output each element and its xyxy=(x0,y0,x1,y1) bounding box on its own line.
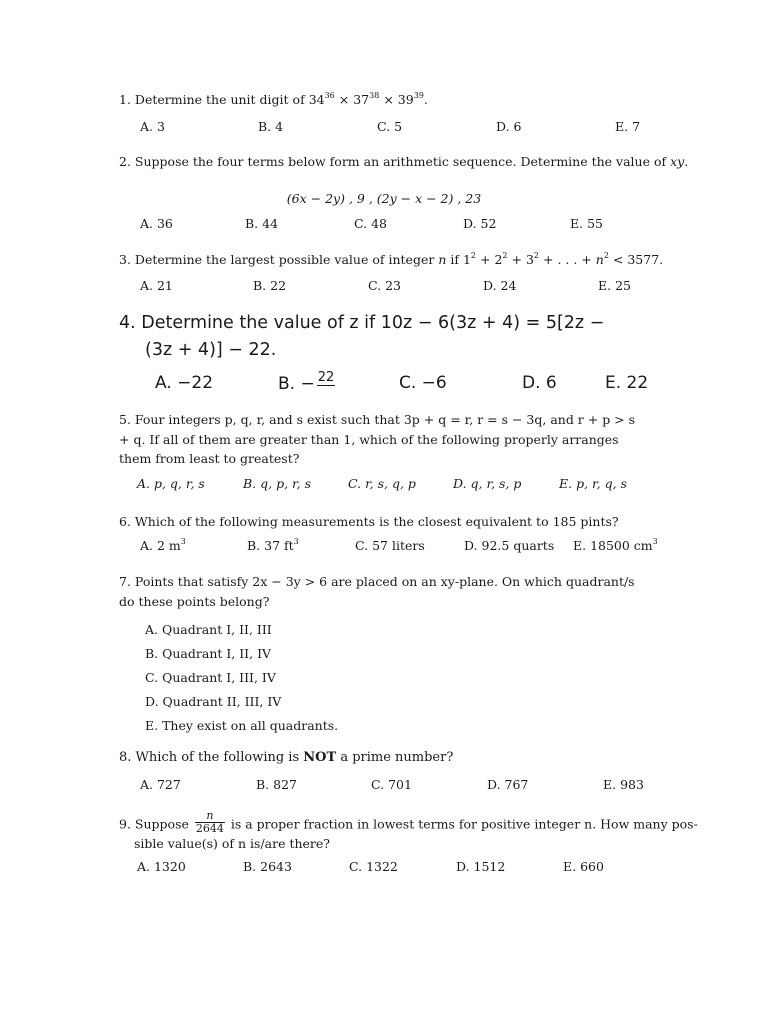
option-a[interactable] xyxy=(140,538,186,553)
option-c[interactable]: C. −6 xyxy=(399,373,447,393)
question-text: if xyxy=(450,252,459,267)
option-b[interactable]: B. q, p, r, s xyxy=(243,476,311,491)
question-3-options xyxy=(0,278,768,298)
math-base: 1 xyxy=(462,252,471,267)
option-d[interactable]: D. 1512 xyxy=(456,859,506,874)
question-2-stem xyxy=(119,152,688,171)
question-7-stem xyxy=(119,572,647,611)
option-e[interactable]: E. They exist on all quadrants. xyxy=(145,718,339,733)
question-number: 2. xyxy=(119,154,131,169)
math-operator: < 3577. xyxy=(612,252,664,267)
fraction xyxy=(317,370,336,392)
question-4-stem xyxy=(119,310,604,364)
question-text: 4. Determine the value of z if 10z − 6(3z + 4) = 5[2z − xyxy=(119,313,605,333)
math-variable: n xyxy=(595,252,604,267)
emphasis-text: NOT xyxy=(303,750,337,765)
question-8-stem xyxy=(119,748,453,767)
math-operator: + xyxy=(480,252,491,267)
punctuation: . xyxy=(684,154,689,169)
option-a[interactable]: A. Quadrant I, II, III xyxy=(145,622,272,637)
question-text: sible value(s) of n is/are there? xyxy=(134,836,331,851)
question-5-stem xyxy=(119,410,647,469)
question-text: Determine the unit digit of xyxy=(134,92,305,107)
option-a[interactable]: A. 3 xyxy=(140,119,165,134)
math-base: 39 xyxy=(397,92,414,107)
question-text: (3z + 4)] − 22. xyxy=(145,340,277,360)
math-exponent: 38 xyxy=(369,90,380,100)
option-c[interactable]: C. 23 xyxy=(368,278,401,293)
option-b[interactable]: B. 827 xyxy=(256,777,297,792)
question-7-options xyxy=(145,618,338,738)
math-exponent: 39 xyxy=(413,90,424,100)
math-exponent: 2 xyxy=(470,250,477,260)
option-d[interactable]: D. 52 xyxy=(463,216,497,231)
option-d[interactable]: D. 767 xyxy=(487,777,529,792)
option-e[interactable]: E. 7 xyxy=(615,119,641,134)
question-1-options xyxy=(0,119,768,139)
option-b[interactable]: B. 2643 xyxy=(243,859,292,874)
question-text: is a proper fraction in lowest terms for positive integer n. How many pos- xyxy=(230,816,698,832)
question-text: Suppose the four terms below form an arithmetic sequence. Determine the value of xyxy=(134,154,667,169)
question-3-stem xyxy=(119,250,663,269)
option-a[interactable]: A. 1320 xyxy=(137,859,186,874)
option-a[interactable]: A. 36 xyxy=(140,216,173,231)
option-e[interactable]: E. 983 xyxy=(603,777,644,792)
question-text: Which of the following measurements is the closest equivalent to 185 pints? xyxy=(134,514,619,529)
math-operator: × xyxy=(383,92,394,107)
question-5-options xyxy=(0,476,768,496)
option-c[interactable]: C. 48 xyxy=(354,216,387,231)
option-b[interactable]: B. Quadrant I, II, IV xyxy=(145,646,272,661)
question-text: Suppose xyxy=(134,816,189,832)
punctuation: . xyxy=(423,92,428,107)
option-label: B. 37 ft xyxy=(247,538,294,553)
math-variable: xy xyxy=(670,154,685,169)
question-2-options xyxy=(0,216,768,236)
option-d[interactable]: D. 6 xyxy=(496,119,522,134)
math-operator: + xyxy=(511,252,522,267)
question-6-stem xyxy=(119,512,619,531)
question-4-options xyxy=(0,370,768,399)
option-c[interactable]: C. 5 xyxy=(377,119,403,134)
option-e[interactable]: E. p, r, q, s xyxy=(559,476,627,491)
question-number: 8. xyxy=(119,750,132,765)
option-b[interactable] xyxy=(278,370,337,395)
option-label: A. 2 m xyxy=(140,538,181,553)
option-d[interactable]: D. 6 xyxy=(522,373,557,393)
question-number: 9. xyxy=(119,816,131,832)
option-c[interactable]: C. Quadrant I, III, IV xyxy=(145,670,276,685)
option-a[interactable]: A. p, q, r, s xyxy=(137,476,205,491)
question-number: 6. xyxy=(119,514,131,529)
question-2-sequence xyxy=(0,189,768,208)
math-operator: + . . . + xyxy=(543,252,592,267)
question-text: Four integers p, q, r, and s exist such that 3p + q = r, r = s − 3q, and r + p > s + q. If all of them are greater than 1, which of the following properly arranges them from least to greatest? xyxy=(119,412,636,466)
question-8-options xyxy=(0,777,768,797)
option-e[interactable]: E. 25 xyxy=(598,278,631,293)
math-base: 37 xyxy=(353,92,370,107)
option-d[interactable]: D. 24 xyxy=(483,278,517,293)
option-e[interactable]: E. 55 xyxy=(570,216,603,231)
option-b[interactable] xyxy=(247,538,299,553)
math-expression: (6x − 2y) , 9 , (2y − x − 2) , 23 xyxy=(286,191,482,206)
fraction-bar xyxy=(317,385,336,392)
option-b[interactable]: B. 44 xyxy=(245,216,279,231)
question-text: Points that satisfy 2x − 3y > 6 are placed on an xy-plane. On which quadrant/s do these points belong? xyxy=(119,574,635,609)
fraction xyxy=(195,809,225,835)
question-number: 3. xyxy=(119,252,131,267)
question-9-options xyxy=(0,859,768,879)
math-base: 2 xyxy=(494,252,503,267)
question-6-options xyxy=(0,538,768,558)
math-base: 34 xyxy=(308,92,325,107)
math-exponent: 3 xyxy=(180,536,186,546)
option-c[interactable]: C. 701 xyxy=(371,777,412,792)
fraction-numerator: 22 xyxy=(317,370,335,385)
math-exponent: 2 xyxy=(533,250,540,260)
option-c[interactable]: C. 57 liters xyxy=(355,538,425,553)
option-e[interactable] xyxy=(573,538,658,553)
option-d[interactable]: D. 92.5 quarts xyxy=(464,538,555,553)
fraction-numerator: n xyxy=(206,809,214,822)
math-exponent: 2 xyxy=(603,250,609,260)
math-variable: n xyxy=(438,252,447,267)
math-exponent: 3 xyxy=(652,536,658,546)
math-exponent: 3 xyxy=(293,536,299,546)
option-a[interactable]: A. 21 xyxy=(140,278,173,293)
option-a[interactable]: A. −22 xyxy=(155,373,214,393)
math-exponent: 2 xyxy=(502,250,508,260)
option-c[interactable]: C. r, s, q, p xyxy=(348,476,416,491)
fraction-denominator: 2644 xyxy=(195,822,224,835)
math-operator: × xyxy=(338,92,350,107)
question-text: Determine the largest possible value of integer xyxy=(134,252,435,267)
option-b[interactable]: B. 4 xyxy=(258,119,284,134)
option-a[interactable]: A. 727 xyxy=(140,777,181,792)
question-9-stem-continued xyxy=(134,834,330,853)
question-1-stem xyxy=(119,90,428,109)
option-b[interactable]: B. 22 xyxy=(253,278,287,293)
option-e[interactable]: E. 660 xyxy=(563,859,604,874)
question-text: a prime number? xyxy=(340,750,454,765)
math-base: 3 xyxy=(525,252,534,267)
question-number: 1. xyxy=(119,92,131,107)
option-d[interactable]: D. Quadrant II, III, IV xyxy=(145,694,282,709)
option-d[interactable]: D. q, r, s, p xyxy=(453,476,522,491)
math-exponent: 36 xyxy=(324,90,335,100)
option-c[interactable]: C. 1322 xyxy=(349,859,398,874)
question-number: 5. xyxy=(119,412,131,427)
question-text: Which of the following is xyxy=(135,750,300,765)
question-number: 7. xyxy=(119,574,131,589)
option-e[interactable]: E. 22 xyxy=(605,373,649,393)
option-label: B. − xyxy=(278,374,315,394)
option-label: E. 18500 cm xyxy=(573,538,653,553)
